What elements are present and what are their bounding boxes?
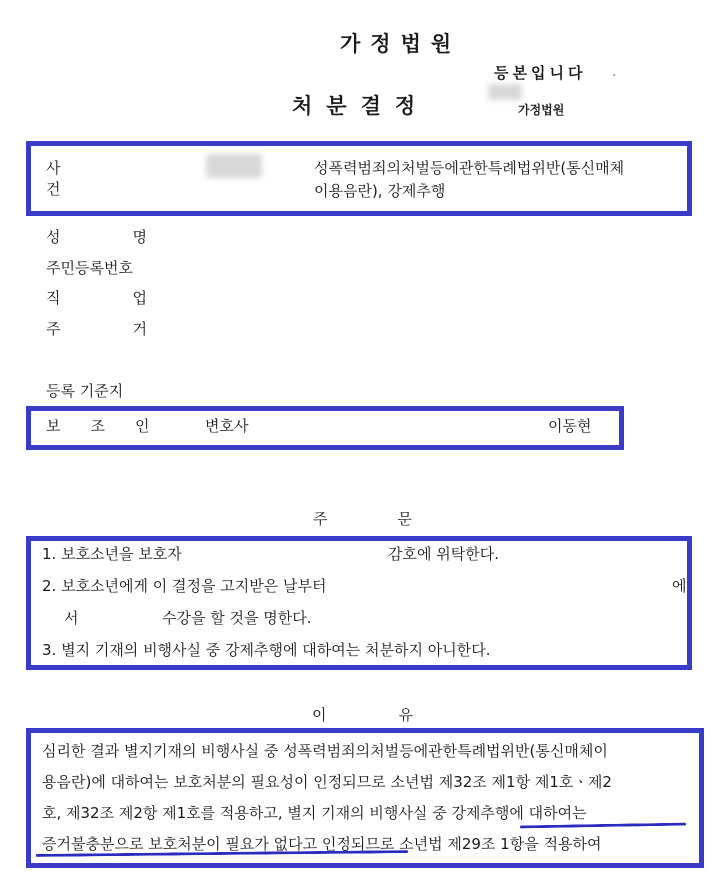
reason-line2: 용음란)에 대하여는 보호처분의 필요성이 인정되므로 소년법 제32조 제1항 제1호ㆍ제2 [42,773,612,791]
order-item1-prefix: 1. 보호소년을 보호자 [42,545,182,563]
assistant-label: 보조인 [46,417,180,435]
order-item1-suffix: 감호에 위탁한다. [388,545,499,563]
seal-court-name: 가정법원 [518,103,565,117]
assistant-role: 변호사 [205,417,249,435]
case-name-line1: 성폭력범죄의처벌등에관한특례법위반(통신매체 [314,159,625,177]
address-label: 주거 [46,320,219,338]
redacted-seal-area [488,84,522,100]
case-label [46,157,144,199]
reason-line1: 심리한 결과 별지기재의 비행사실 중 성폭력범죄의처벌등에관한특례법위반(통신매체이 [42,742,608,760]
court-name: 가정법원 [340,32,462,56]
certified-copy-dot: . [612,62,617,80]
order-item2-line1-end: 에 [672,577,687,595]
redacted-case-number [206,154,262,178]
resident-number-label: 주민등록번호 [46,259,133,277]
order-item2-line1: 2. 보호소년에게 이 결정을 고지받은 날부터 [42,577,327,595]
case-name-line2: 이용음란), 강제추행 [314,182,446,200]
order-item2-line2-a: 서 [64,609,79,627]
document-title: 처분결정 [292,94,430,118]
reason-line3: 호, 제32조 제2항 제1호를 적용하고, 별지 기재의 비행사실 중 강제추행에 대하여는 [42,804,587,822]
reason-line4: 증거불충분으로 보호처분이 필요가 없다고 인정되므로 소년법 제29조 1항을 적용하여 [42,835,602,853]
order-heading: 주문 [313,510,482,528]
order-item3: 3. 별지 기재의 비행사실 중 강제추행에 대하여는 처분하지 아니한다. [42,641,491,659]
registry-label: 등록 기준지 [46,382,124,400]
reason-heading: 이유 [312,706,485,724]
assistant-name: 이동현 [548,417,592,435]
order-item2-line2-b: 수강을 할 것을 명한다. [162,609,312,627]
case-label-text: 사건 [46,159,127,198]
name-label: 성명 [46,228,219,246]
certified-copy-stamp: 등본입니다 [494,64,587,82]
occupation-label: 직업 [46,289,219,307]
